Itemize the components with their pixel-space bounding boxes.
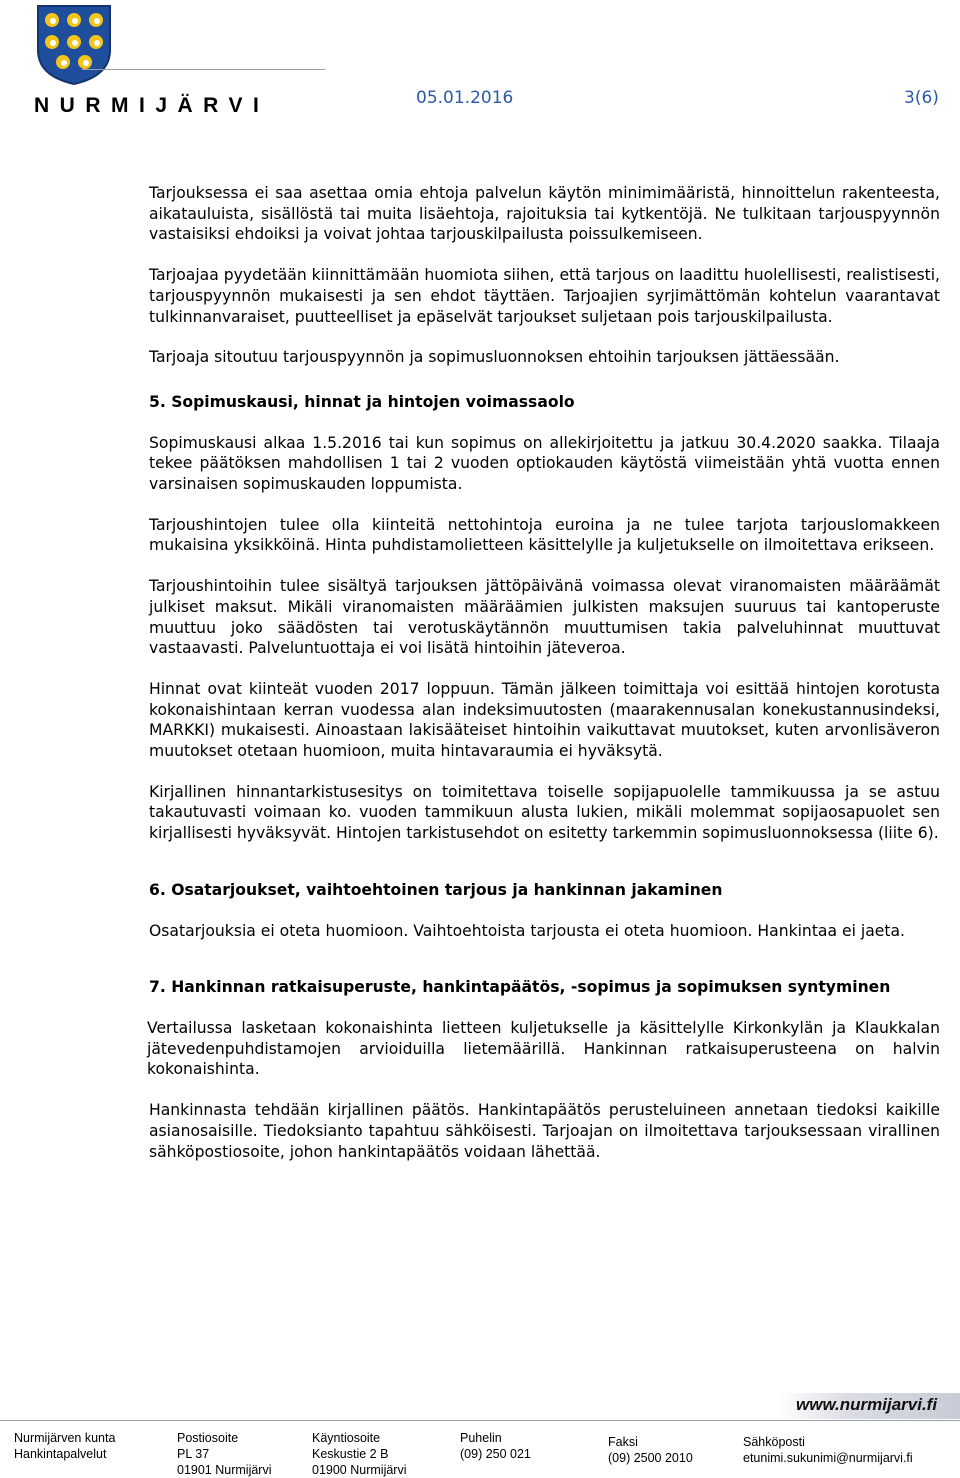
website-link[interactable]: www.nurmijarvi.fi bbox=[796, 1395, 938, 1414]
paragraph-net-prices: Tarjoushintojen tulee olla kiinteitä nettohintoja euroina ja ne tulee tarjota tarjouslomakkeen mukaisina yksikköinä. Hinta puhdistamolietteen käsittelylle ja kuljetukselle on ilmoitettava erikseen. bbox=[149, 515, 940, 555]
paragraph-contract-period: Sopimuskausi alkaa 1.5.2016 tai kun sopimus on allekirjoitettu ja jatkuu 30.4.2020 saakka. Tilaaja tekee päätöksen mahdollisen 1 tai 2 vuoden optiokauden käytöstä viimeistään yhtä vuotta ennen varsinaisen sopimuskauden loppumista. bbox=[149, 433, 940, 494]
document-date: 05.01.2016 bbox=[416, 88, 514, 108]
logo-wordmark: NURMIJÄRVI bbox=[34, 94, 270, 117]
paragraph-fixed-prices: Hinnat ovat kiinteät vuoden 2017 loppuun. Tämän jälkeen toimittaja voi esittää hintojen korotusta kokonaishintaan kerran vuodessa alan indeksimuutosten (maarakennusalan konekustannusindeksi, MARKKI) mukaisesti. Ainoastaan lakisääteiset hintoihin vaikuttavat muutokset, kuten arvonlisäveron muutokset otetaan huomioon, muita hintavaraumia ei hyväksytä. bbox=[149, 679, 940, 761]
footer-email: Sähköposti etunimi.sukunimi@nurmijarvi.fi bbox=[743, 1435, 913, 1465]
paragraph-public-fees: Tarjoushintoihin tulee sisältyä tarjouksen jättöpäivänä voimassa olevat viranomaisten määräämät julkiset maksut. Mikäli viranomaisten määräämien julkisten maksujen suuruus tai kantoperuste muuttuu joko säädösten tai verotuskäytännön muuttumisen takia palveluhinnat muuttuvat vastaavasti. Palveluntuottaja ei voi lisätä hintoihin jäteveroa. bbox=[149, 577, 940, 658]
header-divider bbox=[82, 69, 325, 70]
paragraph-tender-conditions: Tarjouksessa ei saa asettaa omia ehtoja palvelun käytön minimimääristä, hinnoittelun rakenteesta, aikatauluista, sisällöstä tai muita lisäehtoja, rajoituksia tai kytkentöjä. Ne tulkitaan tarjouspyynnön vastaisiksi ehdoiksi ja voivat johtaa tarjouskilpailusta poissulkemiseen. bbox=[149, 184, 940, 244]
footer-visiting-address: Käyntiosoite Keskustie 2 B 01900 Nurmijärvi bbox=[312, 1431, 407, 1477]
footer-divider bbox=[0, 1420, 960, 1421]
footer-fax: Faksi (09) 2500 2010 bbox=[608, 1435, 693, 1465]
paragraph-partial-tenders: Osatarjouksia ei oteta huomioon. Vaihtoehtoista tarjousta ei oteta huomioon. Hankintaa ei jaeta. bbox=[149, 921, 905, 940]
paragraph-award-criteria: Vertailussa lasketaan kokonaishinta lietteen kuljetukselle ja käsittelylle Kirkonkylän ja Klaukkalan jätevedenpuhdistamojen arvioiduilla lietemäärillä. Hankinnan ratkaisuperusteena on halvin kokonaishinta. bbox=[147, 1018, 940, 1079]
coat-of-arms-icon bbox=[36, 4, 112, 86]
paragraph-price-review: Kirjallinen hinnantarkistusesitys on toimitettava toiselle sopijapuolelle tammikuussa ja se astuu takautuvasti voimaan ko. vuoden tammikuun alusta lukien, mikäli molemmat sopijaosapuolet sen kirjallisesti hyväksyvät. Hintojen tarkistusehdot on esitetty tarkemmin sopimusluonnoksessa (liite 6). bbox=[149, 782, 940, 843]
footer-postal-address: Postiosoite PL 37 01901 Nurmijärvi bbox=[177, 1431, 272, 1477]
page-number: 3(6) bbox=[904, 88, 939, 108]
paragraph-procurement-decision: Hankinnasta tehdään kirjallinen päätös. Hankintapäätös perusteluineen annetaan tiedoksi kaikille asianosaisille. Tiedoksianto tapahtuu sähköisesti. Tarjoajan on ilmoitettava tarjouksessaan virallinen sähköpostiosoite, johon hankintapäätös voidaan lähettää. bbox=[149, 1101, 940, 1161]
footer-organization: Nurmijärven kunta Hankintapalvelut bbox=[14, 1431, 116, 1461]
section-heading-7: 7. Hankinnan ratkaisuperuste, hankintapäätös, -sopimus ja sopimuksen syntyminen bbox=[149, 978, 891, 997]
document-body bbox=[149, 183, 940, 1162]
paragraph-tender-commitment: Tarjoaja sitoutuu tarjouspyynnön ja sopimusluonnoksen ehtoihin tarjouksen jättäessään. bbox=[149, 348, 840, 367]
section-heading-6: 6. Osatarjoukset, vaihtoehtoinen tarjous ja hankinnan jakaminen bbox=[149, 880, 723, 899]
footer-phone: Puhelin (09) 250 021 bbox=[460, 1431, 531, 1461]
paragraph-tender-care: Tarjoajaa pyydetään kiinnittämään huomiota siihen, että tarjous on laadittu huolellisesti, realistisesti, tarjouspyynnön mukaisesti ja sen ehdot täyttäen. Tarjoajien syrjimättömän kohtelun vaarantavat tulkinnanvaraiset, puutteelliset ja epäselvät tarjoukset suljetaan pois tarjouskilpailusta. bbox=[149, 266, 940, 326]
section-heading-5: 5. Sopimuskausi, hinnat ja hintojen voimassaolo bbox=[149, 392, 575, 411]
municipality-logo bbox=[34, 4, 304, 117]
